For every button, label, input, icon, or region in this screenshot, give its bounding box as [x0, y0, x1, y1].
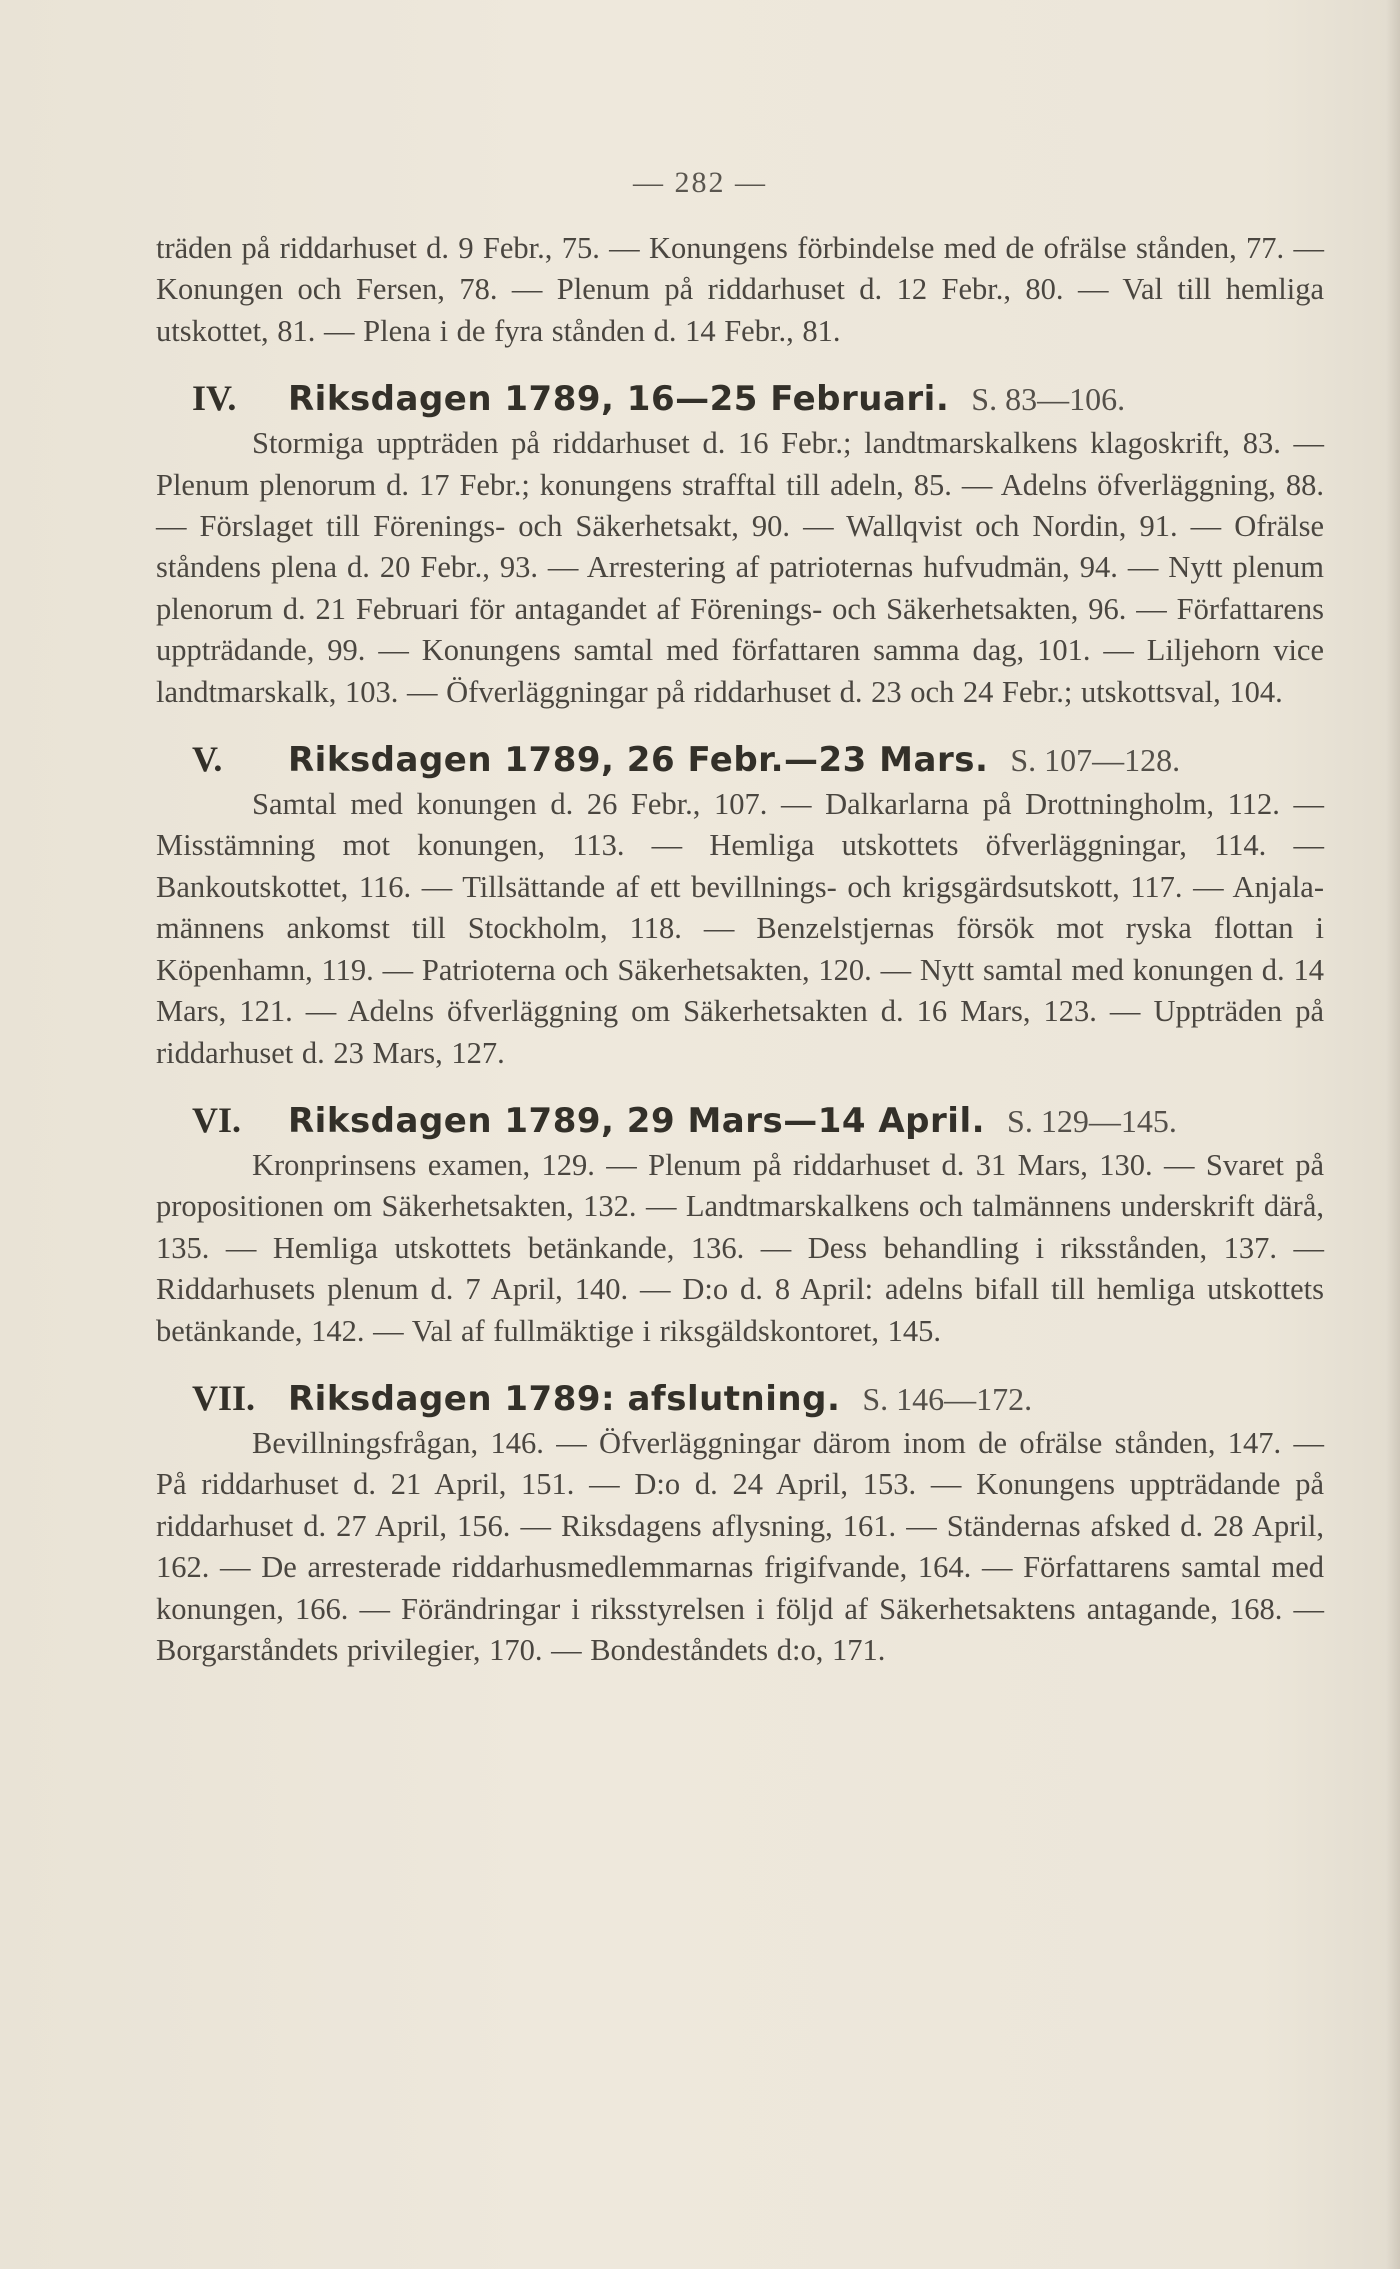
chapter-pages: S. 107—128. — [1010, 742, 1181, 779]
chapter-title: Riksdagen 1789, 29 Mars—14 April. — [288, 1100, 986, 1141]
chapter-summary-v: Samtal med konungen d. 26 Febr., 107. — Dalkarlarna på Drottningholm, 112. — Misstämning mot konungen, 113. — Hemliga utskottets öfverläggningar, 114. — Bankoutskottet, 116. — Tillsättande af ett bevillnings- och krigsgärdsutskott, 117. — Anjala-männens ankomst till Stockholm, 118. — Benzelstjernas försök mot ryska flottan i Köpenhamn, 119. — Patrioterna och Säkerhetsakten, 120. — Nytt samtal med konungen d. 14 Mars, 121. — Adelns öfverläggning om Säkerhetsakten d. 16 Mars, 123. — Uppträden på riddarhuset d. 23 Mars, 127. — [156, 787, 1324, 1070]
chapter-summary-vi: Kronprinsens examen, 129. — Plenum på riddarhuset d. 31 Mars, 130. — Svaret på propositionen om Säkerhetsakten, 132. — Landtmarskalkens och talmännens underskrift därå, 135. — Hemliga utskottets betänkande, 136. — Dess behandling i riksstånden, 137. — Riddarhusets plenum d. 7 April, 140. — D:o d. 8 April: adelns bifall till hemliga utskottets betänkande, 142. — Val af fullmäktige i riksgäldskontoret, 145. — [156, 1147, 1324, 1348]
page-edge-shadow — [1386, 0, 1400, 2269]
page-number: — 282 — — [633, 166, 767, 199]
chapter-numeral: V. — [192, 739, 223, 780]
chapter-heading-iv — [156, 352, 1324, 423]
chapter-heading-vii — [156, 1352, 1324, 1423]
chapter-numeral: VI. — [192, 1099, 242, 1140]
chapter-heading-vi — [156, 1074, 1324, 1145]
chapter-title: Riksdagen 1789: afslutning. — [288, 1378, 841, 1419]
chapter-numeral: VII. — [192, 1377, 256, 1418]
chapter-summary-vii: Bevillningsfrågan, 146. — Öfverläggningar därom inom de ofrälse stånden, 147. — På riddarhuset d. 21 April, 151. — D:o d. 24 April, 153. — Konungens uppträdande på riddarhuset d. 27 April, 156. — Riksdagens aflysning, 161. — Ständernas afsked d. 28 April, 162. — De arresterade riddarhusmedlemmarnas frigifvande, 164. — Författarens samtal med konungen, 166. — Förändringar i riksstyrelsen i följd af Säkerhetsaktens antagande, 168. — Borgarståndets privilegier, 170. — Bondeståndets d:o, 171. — [156, 1425, 1324, 1667]
chapter-summary-iv: Stormiga uppträden på riddarhuset d. 16 Febr.; landtmarskalkens klagoskrift, 83. — Plenum plenorum d. 17 Febr.; konungens strafftal till adeln, 85. — Adelns öfverläggning, 88. — Förslaget till Förenings- och Säkerhetsakt, 90. — Wallqvist och Nordin, 91. — Ofrälse ståndens plena d. 20 Febr., 93. — Arrestering af patrioternas hufvudmän, 94. — Nytt plenum plenorum d. 21 Februari för antagandet af Förenings- och Säkerhetsakten, 96. — Författarens uppträdande, 99. — Konungens samtal med författaren samma dag, 101. — Liljehorn vice landtmarskalk, 103. — Öfverläggningar på riddarhuset d. 23 och 24 Febr.; utskottsval, 104. — [156, 426, 1324, 709]
chapter-title: Riksdagen 1789, 26 Febr.—23 Mars. — [288, 740, 989, 781]
chapter-pages: S. 83—106. — [971, 381, 1126, 418]
chapter-pages: S. 129—145. — [1007, 1102, 1177, 1139]
chapter-pages: S. 146—172. — [862, 1380, 1033, 1417]
chapter-numeral: IV. — [192, 378, 237, 419]
intro-paragraph: träden på riddarhuset d. 9 Febr., 75. — Konungens förbindelse med de ofrälse stånden, 77. — Konungen och Fersen, 78. — Plenum på riddarhuset d. 12 Febr., 80. — Val till hemliga utskottet, 81. — Plena i de fyra stånden d. 14 Febr., 81. — [156, 231, 1324, 348]
table-of-contents — [156, 228, 1324, 1671]
chapter-heading-v — [156, 713, 1324, 784]
chapter-title: Riksdagen 1789, 16—25 Februari. — [288, 379, 950, 420]
